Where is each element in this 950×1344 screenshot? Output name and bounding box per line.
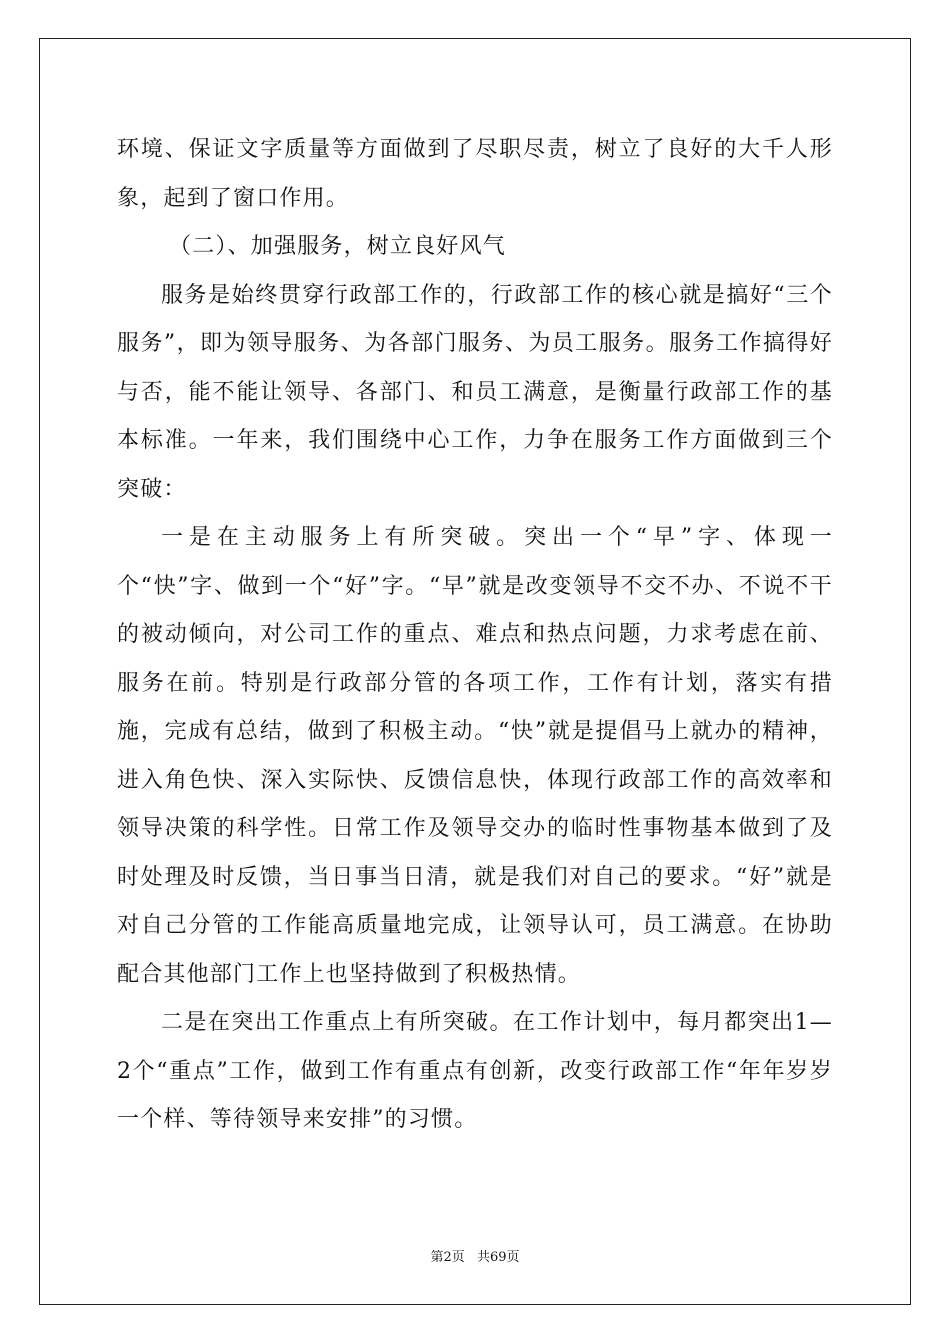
page-number: 第2页 [430,1250,465,1265]
paragraph-service-intro: 服务是始终贯穿行政部工作的，行政部工作的核心就是搞好“三个服务”，即为领导服务、为各部门服务、为员工服务。服务工作搞得好与否，能不能让领导、各部门、和员工满意，是衡量行政部工作的基本标准。一年来，我们围绕中心工作，力争在服务工作方面做到三个突破： [117,282,833,502]
paragraph-continuation: 环境、保证文字质量等方面做到了尽职尽责，树立了良好的大千人形象，起到了窗口作用。 [117,137,833,211]
document-body [117,126,833,1145]
page-footer [0,1246,950,1265]
paragraph-breakthrough-1: 一是在主动服务上有所突破。突出一个“早”字、体现一个“快”字、做到一个“好”字。“早”就是改变领导不交不办、不说不干的被动倾向，对公司工作的重点、难点和热点问题，力求考虑在前、服务在前。特别是行政部分管的各项工作，工作有计划，落实有措施，完成有总结，做到了积极主动。“快”就是提倡马上就办的精神，进入角色快、深入实际快、反馈信息快，体现行政部工作的高效率和领导决策的科学性。日常工作及领导交办的临时性事物基本做到了及时处理及时反馈，当日事当日清，就是我们对自己的要求。“好”就是对自己分管的工作能高质量地完成，让领导认可，员工满意。在协助配合其他部门工作上也坚持做到了积极热情。 [117,525,833,987]
section-heading: （二）、加强服务，树立良好风气 [169,234,507,259]
page-total: 共69页 [476,1250,520,1265]
paragraph-breakthrough-2: 二是在突出工作重点上有所突破。在工作计划中，每月都突出1—2个“重点”工作，做到工作有重点有创新，改变行政部工作“年年岁岁一个样、等待领导来安排”的习惯。 [117,1010,833,1132]
